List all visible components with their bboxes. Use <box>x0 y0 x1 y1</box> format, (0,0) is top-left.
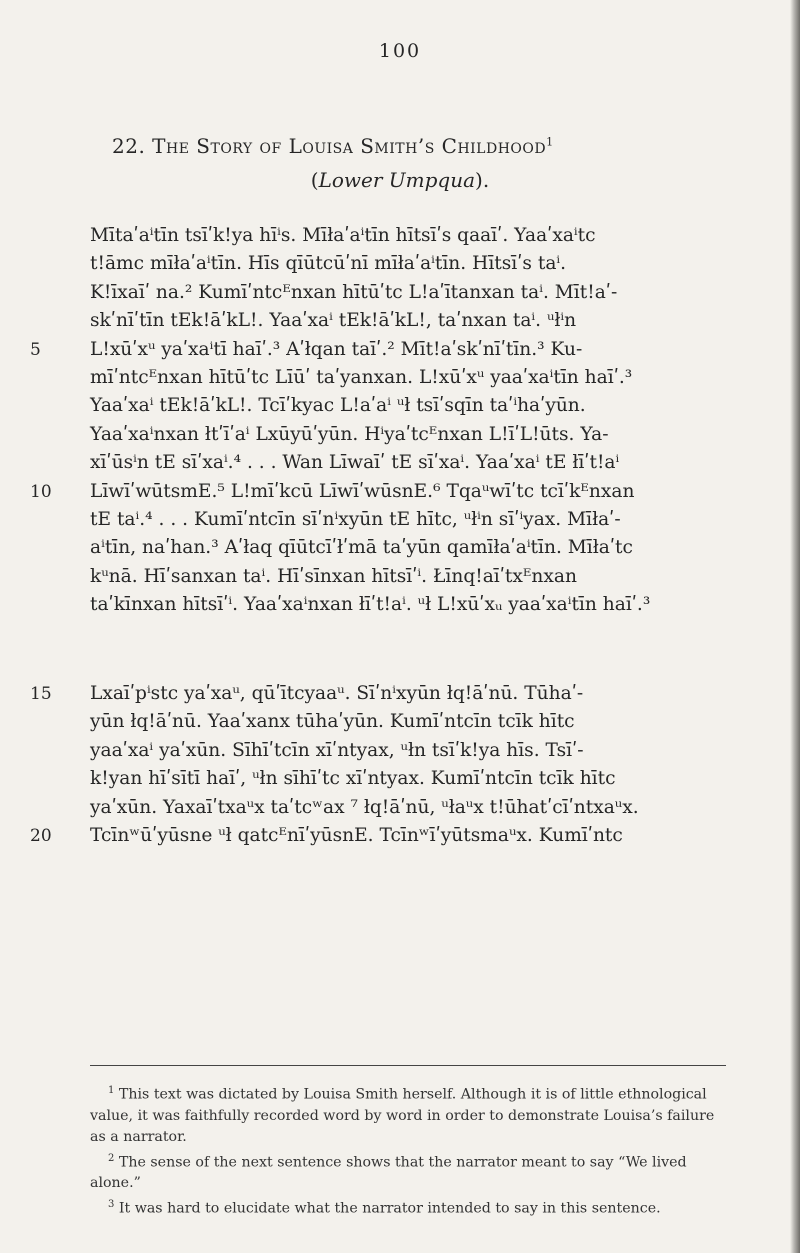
text-line <box>90 765 726 793</box>
footnote <box>90 1148 726 1195</box>
footnote-text: The sense of the next sentence shows that the narrator meant to say “We lived alone.” <box>90 1154 687 1192</box>
footnote-number: 2 <box>108 1152 115 1164</box>
line-text: t!āmc mīłaʹaⁱtīn. Hīs qīūtcūʹnī mīłaʹaⁱtīn. Hītsīʹs taⁱ. <box>90 253 567 275</box>
text-line <box>30 822 726 850</box>
line-text: yaʹxūn. Yaxaīʹtxaᵘx taʹtcʷax ⁷ łq!āʹnū, ᵘłaᵘx t!ūhatʹcīʹntxaᵘx. <box>90 796 639 818</box>
line-number: 5 <box>30 339 41 360</box>
line-text: tE taⁱ.⁴ . . . Kumīʹntcīn sīʹnⁱxyūn tE hītc, ᵘłⁱn sīʹⁱyax. Mīłaʹ- <box>90 508 621 530</box>
line-text: yaaʹxaⁱ yaʹxūn. Sīhīʹtcīn xīʹntyax, ᵘłn tsīʹk!ya hīs. Tsīʹ- <box>90 739 584 761</box>
line-text: skʹnīʹtīn tEk!āʹkL!. Yaaʹxaⁱ tEk!āʹkL!, taʹnxan taⁱ. ᵘłⁱn <box>90 310 577 332</box>
page-number: 100 <box>378 40 422 62</box>
subtitle-close: ). <box>475 168 490 192</box>
line-text: xīʹūsⁱn tE sīʹxaⁱ.⁴ . . . Wan Līwaīʹ tE sīʹxaⁱ. Yaaʹxaⁱ tE łīʹt!aⁱ <box>90 452 620 474</box>
paragraph-2 <box>30 680 726 850</box>
footnote <box>90 1194 726 1220</box>
line-text: L!xūʹxᵘ yaʹxaⁱtī haīʹ.³ Aʹłqan taīʹ.² Mīt!aʹskʹnīʹtīn.³ Ku- <box>90 338 583 360</box>
footnote-ref: 1 <box>546 135 554 149</box>
text-line <box>90 737 726 765</box>
footnote-rule <box>90 1065 726 1066</box>
text-line <box>90 421 726 449</box>
line-number: 15 <box>30 684 52 704</box>
line-text: taʹkīnxan hītsīʹⁱ. Yaaʹxaⁱnxan łīʹt!aⁱ. ᵘł L!xūʹxᵤ yaaʹxaⁱtīn haīʹ.³ <box>90 594 651 616</box>
text-line <box>90 794 726 822</box>
line-text: Yaaʹxaⁱnxan łtʹīʹaⁱ Lxūyūʹyūn. Hⁱyaʹtcᴱnxan L!īʹL!ūts. Ya- <box>90 423 609 445</box>
line-text: aⁱtīn, naʹhan.³ Aʹłaq qīūtcīʹłʹmā taʹyūn qamīłaʹaⁱtīn. Mīłaʹtc <box>90 537 633 559</box>
line-text: k!yan hīʹsītī haīʹ, ᵘłn sīhīʹtc xīʹntyax. Kumīʹntcīn tcīk hītc <box>90 768 616 790</box>
text-line <box>90 591 726 619</box>
line-text: Mītaʹaⁱtīn tsīʹk!ya hīⁱs. Mīłaʹaⁱtīn hītsīʹs qaaīʹ. Yaaʹxaⁱtc <box>90 225 596 246</box>
line-text: K!īxaīʹ na.² Kumīʹntcᴱnxan hītūʹtc L!aʹītanxan taⁱ. Mīt!aʹ- <box>90 281 618 303</box>
line-text: Lxaīʹpⁱstc yaʹxaᵘ, qūʹītcyaaᵘ. Sīʹnⁱxyūn łq!āʹnū. Tūhaʹ- <box>90 683 584 704</box>
text-line <box>30 336 726 364</box>
text-line <box>90 449 726 477</box>
footnote-number: 1 <box>108 1085 115 1096</box>
footnote-text: It was hard to elucidate what the narrator intended to say in this sentence. <box>118 1201 661 1218</box>
text-line <box>90 279 726 307</box>
text-line <box>90 222 726 250</box>
story-title <box>112 134 554 158</box>
subtitle-dialect: Lower Umpqua <box>318 168 476 192</box>
story-number: 22. <box>112 134 146 158</box>
text-line <box>90 563 726 591</box>
footnote-number: 3 <box>108 1199 115 1211</box>
line-number: 20 <box>30 825 52 846</box>
text-line <box>90 708 726 736</box>
line-text: kᵘnā. Hīʹsanxan taⁱ. Hīʹsīnxan hītsīʹⁱ. Łīnq!aīʹtxᴱnxan <box>90 565 577 587</box>
line-text: Yaaʹxaⁱ tEk!āʹkL!. Tcīʹkyac L!aʹaⁱ ᵘł tsīʹsqīn taʹⁱhaʹyūn. <box>90 395 586 417</box>
text-line <box>90 307 726 335</box>
footnote <box>90 1080 726 1148</box>
text-line <box>90 506 726 534</box>
story-title-text: The Story of Louisa Smith’s Childhood <box>152 134 547 158</box>
text-line <box>90 392 726 420</box>
text-line <box>90 364 726 392</box>
text-line <box>90 250 726 278</box>
line-text: Tcīnʷūʹyūsne ᵘł qatcᴱnīʹyūsnE. Tcīnʷīʹyūtsmaᵘx. Kumīʹntc <box>90 824 623 846</box>
footnotes <box>90 1080 726 1220</box>
footnote-text: This text was dictated by Louisa Smith herself. Although it is of little ethnological value, it was faithfully recorded word by word in order to demonstrate Louisa’s failure as a narrator. <box>90 1086 715 1145</box>
line-text: mīʹntcᴱnxan hītūʹtc Līūʹ taʹyanxan. L!xūʹxᵘ yaaʹxaⁱtīn haīʹ.³ <box>90 366 633 388</box>
paragraph-1 <box>30 222 726 619</box>
line-number: 10 <box>30 481 52 502</box>
subtitle-open: ( <box>310 168 319 192</box>
text-line <box>30 680 726 708</box>
text-line <box>90 534 726 562</box>
line-text: yūn łq!āʹnū. Yaaʹxanx tūhaʹyūn. Kumīʹntcīn tcīk hītc <box>90 711 575 733</box>
line-text: LīwīʹwūtsmE.⁵ L!mīʹkcū LīwīʹwūsnE.⁶ Tqaᵘwīʹtc tcīʹkᴱnxan <box>90 480 635 502</box>
text-line <box>30 478 726 506</box>
story-subtitle <box>0 168 800 192</box>
